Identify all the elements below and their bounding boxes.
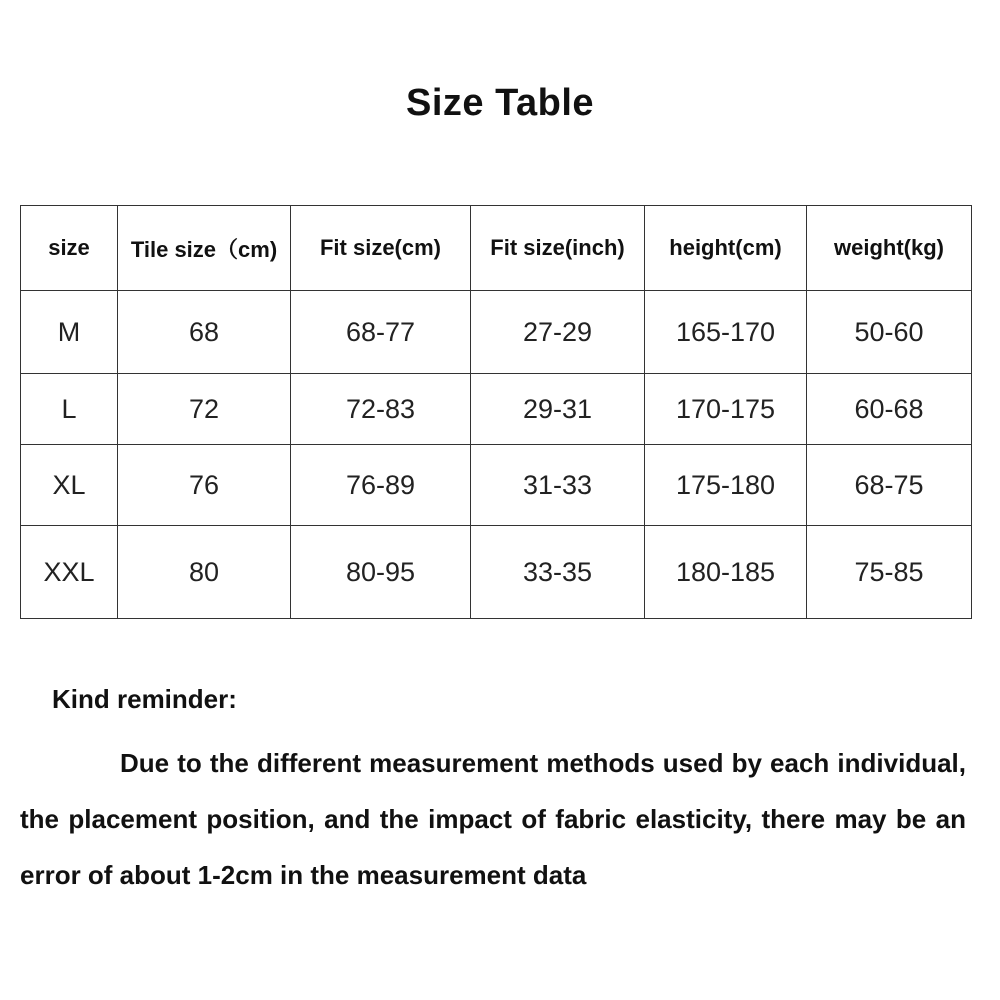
table-cell: 76 [118,445,291,526]
column-header-size: size [21,206,118,291]
column-header-weight: weight(kg) [807,206,972,291]
table-cell: 68 [118,291,291,374]
table-cell: 165-170 [645,291,807,374]
table-cell: 170-175 [645,374,807,445]
table-cell: 180-185 [645,526,807,619]
table-cell: 60-68 [807,374,972,445]
column-header-fit-size-inch: Fit size(inch) [471,206,645,291]
table-cell: L [21,374,118,445]
column-header-tile-size: Tile size（cm) [118,206,291,291]
reminder-body: Due to the different measurement methods used by each individual, the placement position, and the impact of fabric elasticity, there may be an error of about 1-2cm in the measurement data [20,748,966,890]
table-cell: 27-29 [471,291,645,374]
table-row [21,374,972,445]
table-cell: M [21,291,118,374]
table-cell: XL [21,445,118,526]
table-cell: 31-33 [471,445,645,526]
table-cell: 68-77 [291,291,471,374]
table-cell: 80-95 [291,526,471,619]
table-cell: 29-31 [471,374,645,445]
table-row [21,445,972,526]
table-header-row [21,206,972,291]
column-header-fit-size-cm: Fit size(cm) [291,206,471,291]
page-title: Size Table [405,82,595,124]
table-cell: 72 [118,374,291,445]
table-cell: 80 [118,526,291,619]
reminder-heading: Kind reminder: [52,684,237,714]
table-cell: 50-60 [807,291,972,374]
column-header-height: height(cm) [645,206,807,291]
table-cell: 76-89 [291,445,471,526]
table-cell: 175-180 [645,445,807,526]
table-cell: 75-85 [807,526,972,619]
table-row [21,291,972,374]
table-cell: 68-75 [807,445,972,526]
size-table [20,205,972,619]
table-cell: 72-83 [291,374,471,445]
table-cell: 33-35 [471,526,645,619]
table-row [21,526,972,619]
table-cell: XXL [21,526,118,619]
